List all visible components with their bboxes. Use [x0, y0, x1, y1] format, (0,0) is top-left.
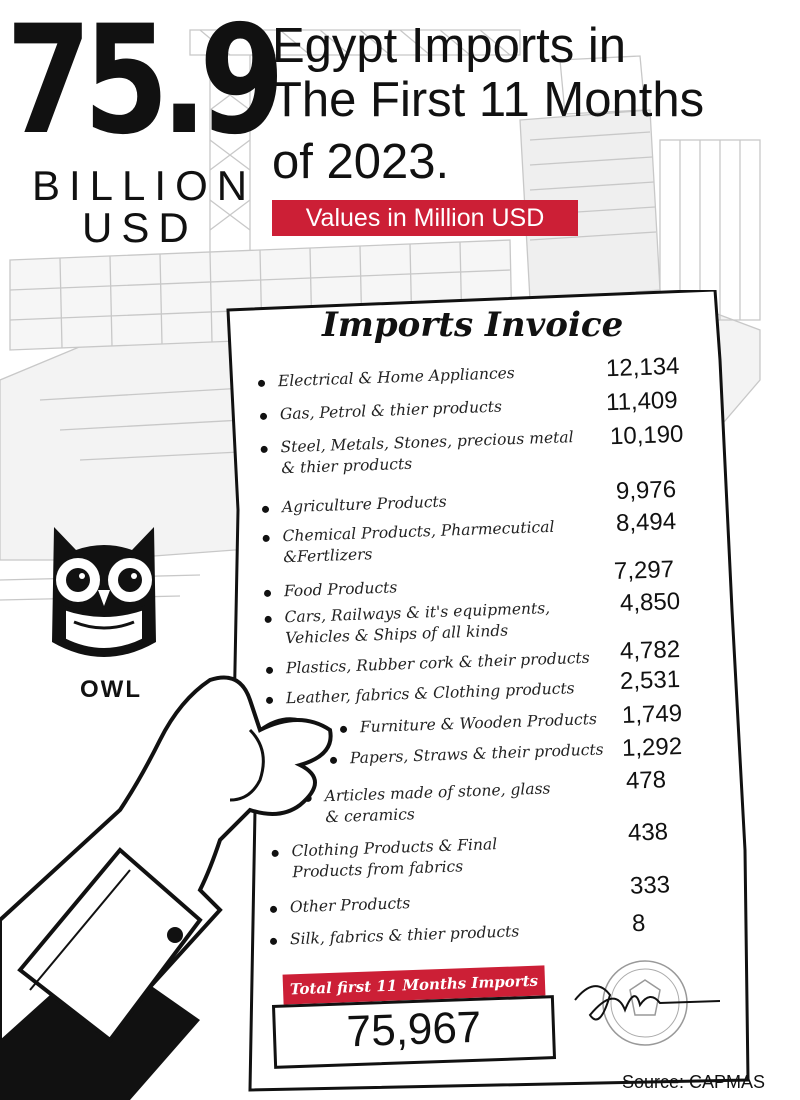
list-item: Food Products [264, 577, 398, 603]
owl-logo-icon [44, 522, 164, 672]
total-value: 75,967 [345, 1002, 483, 1057]
headline-number: 75.9 [6, 0, 277, 168]
total-label-badge: Total first 11 Months Imports [283, 965, 546, 1004]
list-item: Agriculture Products [262, 492, 447, 519]
source-credit: Source: CAPMAS [622, 1072, 766, 1092]
headline-unit-usd: USD [82, 204, 198, 251]
bullet-icon [264, 589, 271, 596]
list-item: Silk, fabrics & thier products [270, 921, 520, 951]
item-value: 11,409 [605, 386, 679, 417]
values-unit-badge: Values in Million USD [272, 200, 578, 236]
bullet-icon [265, 615, 272, 622]
item-value: 7,297 [613, 555, 675, 586]
list-item: Steel, Metals, Stones, precious metal & thier products [260, 427, 574, 480]
item-value: 478 [625, 766, 667, 795]
signature-seal-icon [570, 955, 720, 1055]
item-value: 4,782 [619, 635, 681, 666]
bullet-icon [262, 505, 269, 512]
invoice-title: Imports Invoice [322, 305, 624, 345]
item-value: 1,292 [621, 732, 683, 763]
list-item: Other Products [270, 893, 411, 919]
headline-unit-billion: BILLION [32, 162, 257, 209]
item-value: 438 [627, 818, 669, 847]
item-value: 4,850 [619, 587, 681, 618]
list-item: Clothing Products & Final Products from fabrics [271, 834, 498, 884]
list-item: Plastics, Rubber cork & their products [266, 648, 590, 680]
title-line-1: Egypt Imports in [272, 19, 627, 73]
bullet-icon [258, 379, 265, 386]
list-item: Electrical & Home Appliances [258, 363, 515, 393]
item-value: 2,531 [619, 665, 681, 696]
list-item: Chemical Products, Pharmecutical &Fertlizers [262, 517, 555, 569]
title-line-2: The First 11 Months [272, 73, 705, 127]
list-item: Papers, Straws & their products [330, 739, 604, 770]
hand-illustration-icon [0, 660, 340, 1100]
item-value: 8,494 [615, 507, 677, 538]
bullet-icon [261, 445, 268, 452]
item-value: 10,190 [609, 420, 684, 451]
list-item: Leather, fabrics & Clothing products [266, 678, 575, 710]
item-value: 9,976 [615, 475, 677, 506]
item-value: 333 [629, 871, 671, 900]
item-value: 1,749 [621, 699, 683, 730]
bullet-icon [263, 534, 270, 541]
list-item: Articles made of stone, glass & ceramics [304, 778, 551, 829]
item-value: 12,134 [605, 352, 680, 383]
item-value: 8 [631, 909, 646, 938]
bullet-icon [340, 725, 347, 732]
owl-brand-label: OWL [80, 676, 142, 703]
list-item: Furniture & Wooden Products [340, 709, 598, 739]
bullet-icon [260, 412, 267, 419]
title-line-3: of 2023. [272, 135, 450, 189]
list-item: Gas, Petrol & thier products [260, 397, 503, 426]
list-item: Cars, Railways & it's equipments, Vehicles & Ships of all kinds [264, 598, 551, 650]
